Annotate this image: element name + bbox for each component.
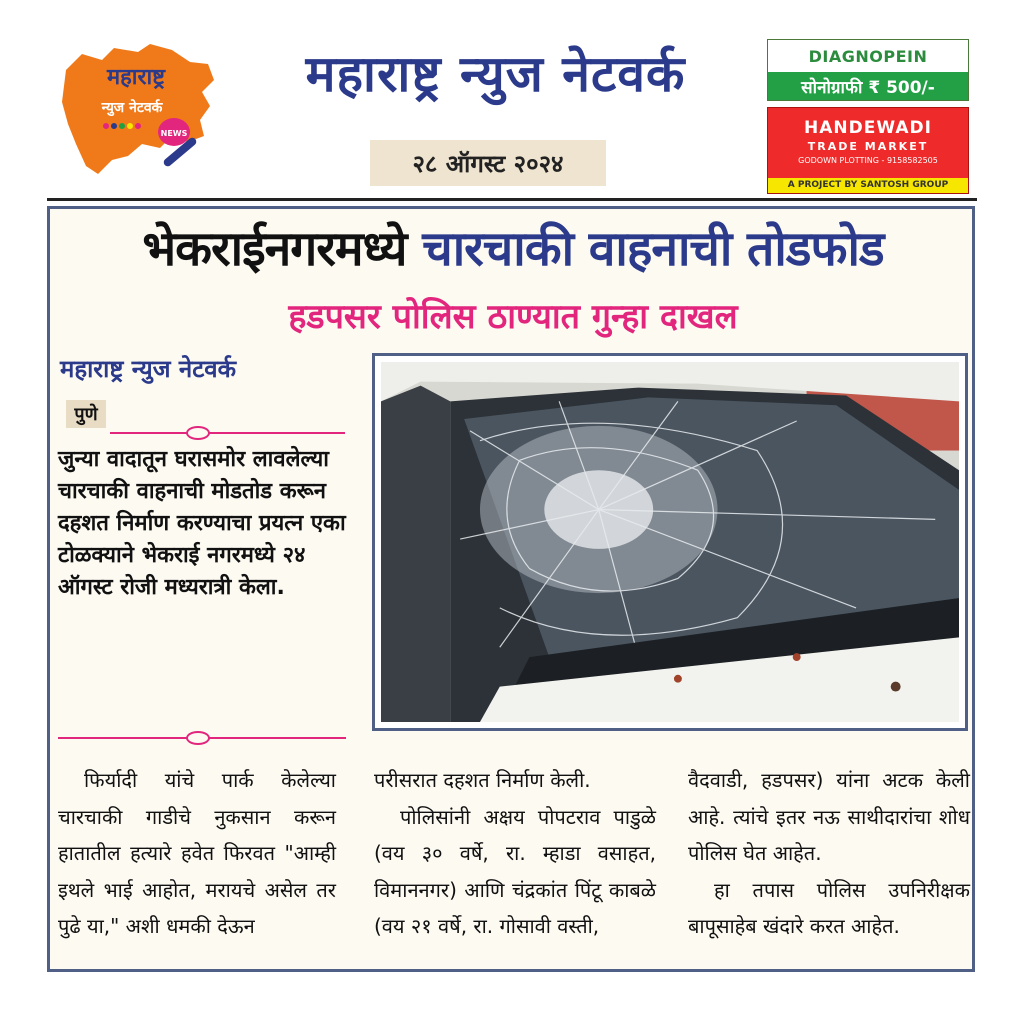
article-column-3: [688, 762, 970, 945]
column3-paragraph-1: वैदवाडी, हडपसर) यांना अटक केली आहे. त्यांचे इतर नऊ साथीदारांचा शोध पोलिस घेत आहेत.: [688, 768, 970, 865]
logo: [52, 40, 220, 180]
diagnopein-ad[interactable]: [767, 39, 969, 101]
article-lead: जुन्या वादातून घरासमोर लावलेल्या चारचाकी वाहनाची मोडतोड करून दहशत निर्माण करण्याचा प्रयत्न एका टोळक्याने भेकराई नगरमध्ये २४ ऑगस्ट रोजी मध्यरात्री केला.: [58, 447, 346, 600]
column2-paragraph-1: परीसरात दहशत निर्माण केली.: [374, 768, 591, 792]
logo-line2: न्युज नेटवर्क: [101, 100, 163, 116]
diagnopein-brand: DIAGNOPEIN: [808, 46, 928, 66]
header-divider: [47, 198, 977, 201]
handewadi-footer: A PROJECT BY SANTOSH GROUP: [768, 178, 968, 193]
divider-ornament-top: [186, 426, 210, 440]
masthead-title: महाराष्ट्र न्युज नेटवर्क: [305, 45, 686, 103]
article-column-1: [58, 762, 336, 945]
column2-paragraph-2: पोलिसांनी अक्षय पोपटराव पाडुळे (वय ३० वर्षे, रा. म्हाडा वसाहत, विमाननगर) आणि चंद्रकांत पिंटू काबळे (वय २१ वर्षे, रा. गोसावी वस्ती,: [374, 804, 656, 938]
headline-part1: भेकराईनगरमध्ये: [142, 221, 407, 277]
divider-ornament-bottom: [186, 731, 210, 745]
handewadi-ad[interactable]: [767, 107, 969, 194]
mic-label: NEWS: [160, 129, 188, 138]
article-photo: [372, 353, 968, 731]
headline-part2: चारचाकी वाहनाची तोडफोड: [422, 221, 884, 277]
smashed-windshield-image: [381, 362, 959, 722]
byline: महाराष्ट्र न्युज नेटवर्क: [60, 355, 237, 383]
logo-line1: महाराष्ट्र: [106, 65, 166, 90]
handewadi-details: GODOWN PLOTTING - 9158582505: [798, 156, 938, 165]
article-subheadline: हडपसर पोलिस ठाण्यात गुन्हा दाखल: [288, 297, 738, 337]
dateline-badge: पुणे: [66, 400, 106, 428]
maharashtra-map-logo: [52, 40, 220, 180]
article-headline: [58, 212, 968, 286]
handewadi-subtitle: TRADE MARKET: [807, 140, 929, 153]
column1-paragraph: फिर्यादी यांचे पार्क केलेल्या चारचाकी गाडीचे नुकसान करून हातातील हत्यारे हवेत फिरवत "आम्ही इथले भाई आहोत, मरायचे असेल तर पुढे या," अशी धमकी देऊन: [58, 768, 336, 938]
handewadi-title: HANDEWADI: [804, 118, 932, 138]
issue-date: २८ ऑगस्ट २०२४: [370, 140, 606, 186]
divider-rule-top: [110, 432, 345, 434]
article-column-2: [374, 762, 656, 945]
column3-paragraph-2: हा तपास पोलिस उपनिरीक्षक बापूसाहेब खंदारे करत आहेत.: [688, 877, 970, 938]
diagnopein-offer: सोनोग्राफी ₹ 500/-: [768, 72, 968, 100]
